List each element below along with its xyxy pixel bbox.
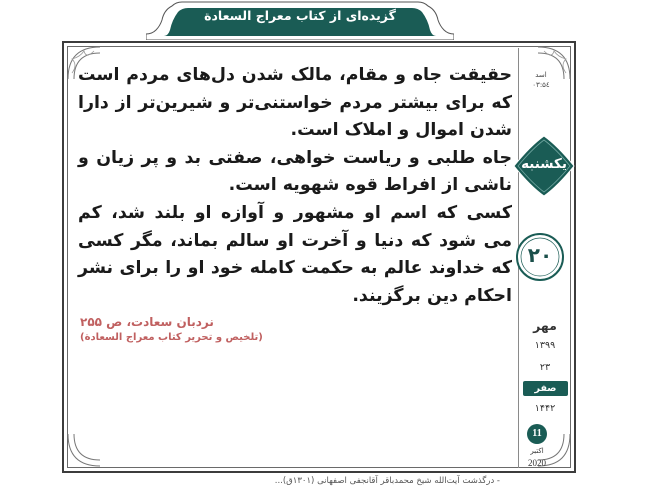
gregorian-day: 11 <box>532 428 542 439</box>
paragraph-3: کسی که اسم او مشهور و آوازه او بلند شد، کم می شود که دنیا و آخرت او سالم بماند، مگر کسی که خداوند عالم به حکمت کامله خود او را برای نشر احکام دین برگزیند. <box>78 202 512 306</box>
corner-ornament-bottom-left <box>64 430 104 470</box>
paragraph-1: حقیقت جاه و مقام، مالک شدن دل‌های مردم است که برای بیشتر مردم خواستنی‌تر و شیرین‌تر از دارا شدن اموال و املاک است. <box>78 65 512 141</box>
gregorian-year: 2020 <box>528 458 546 468</box>
hijri-day: ۲۳ <box>539 362 551 373</box>
persian-month: مهر <box>533 318 557 333</box>
weekday-label: یکشنبه <box>521 156 567 172</box>
persian-year: ۱۳۹۹ <box>534 340 556 351</box>
reference-note: اسد ۰۳:۵٤ <box>532 71 550 89</box>
main-text-block <box>78 62 512 310</box>
header-title: گزیده‌ای از کتاب معراج السعادة <box>204 8 396 23</box>
paragraph-2: جاه طلبی و ریاست خواهی، صفتی بد و پر زیان و ناشی از افراط قوه شهویه است. <box>78 147 512 196</box>
gregorian-month: اکتبر <box>530 447 544 455</box>
source-subtitle: (تلخیص و تحریر کتاب معراج السعادة) <box>80 332 263 343</box>
day-number: ۲۰ <box>527 243 553 267</box>
source-title: نردبان سعادت، ص ۲۵۵ <box>80 315 214 329</box>
source-citation <box>80 314 380 345</box>
hijri-year: ۱۴۴۲ <box>534 403 556 414</box>
header-tab <box>146 0 454 40</box>
hijri-month: صفر <box>534 383 557 394</box>
footer-text: - درگذشت آیت‌الله شیخ محمدباقر آقانجفی اصفهانی (۱۳۰۱ق)... <box>274 476 500 486</box>
